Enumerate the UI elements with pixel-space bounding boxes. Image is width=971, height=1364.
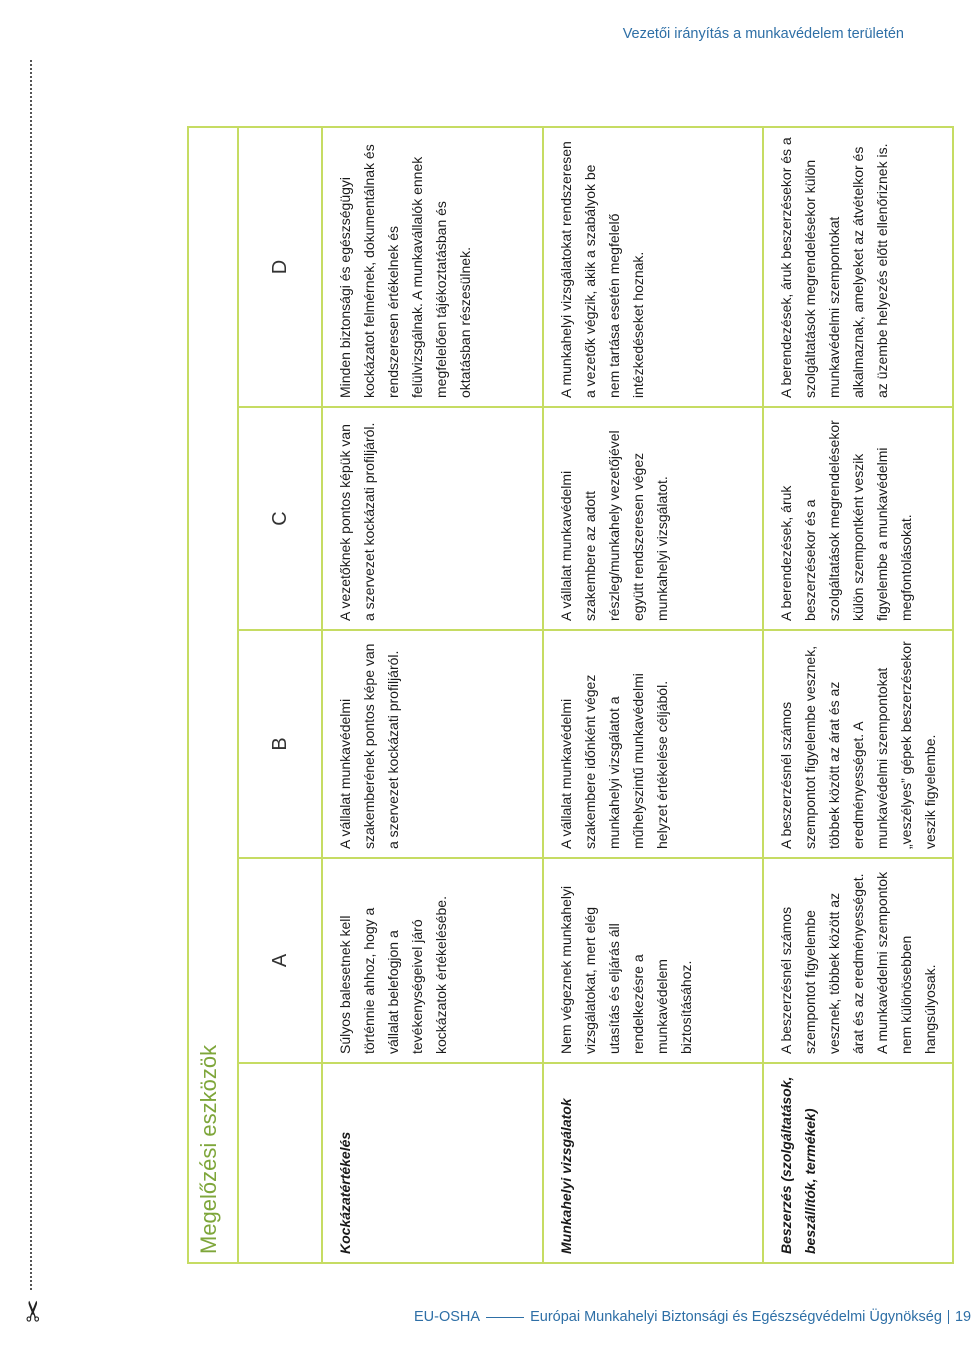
row-label-procurement: Beszerzés (szolgáltatások, beszállítók, termékek): [763, 1063, 953, 1263]
table-cell: Minden biztonsági és egészségügyi kockázatot felmérnek, dokumentálnak és rendszeresen értékelnek és felülvizsgálnak. A munkavállalók ennek megfelelően tájékoztatásban és oktatásban részesülnek.: [322, 127, 543, 407]
table-cell: A vállalat munkavédelmi szakemberének pontos képe van a szervezet kockázati profiljáról.: [322, 630, 543, 858]
footer-dash: [486, 1317, 524, 1318]
page-number: 19: [954, 1309, 971, 1325]
table-cell: A vállalat munkavédelmi szakembere az adott részleg/munkahely vezetőjével együtt rendszeresen végez munkahelyi vizsgálatot.: [543, 407, 763, 630]
page-header-title: Vezetői irányítás a munkavédelem területén: [622, 26, 904, 42]
footer-separator: [948, 1310, 949, 1324]
table-cell: Nem végeznek munkahelyi vizsgálatokat, mert elég utasítás és eljárás áll rendelkezésre a munkavédelem biztosításához.: [543, 858, 763, 1063]
table-title: Megelőzési eszközök: [188, 127, 238, 1263]
table-cell: A vállalat munkavédelmi szakembere időnként végez munkahelyi vizsgálatot a műhelyszintű munkavédelmi helyzet értékelése céljából.: [543, 630, 763, 858]
table-cell: A beszerzésnél számos szempontot figyelembe vesznek, többek között az árat és az eredményességet. A munkavédelmi szempontokat „veszélyes” gépek beszerzésekor veszik figyelembe.: [763, 630, 953, 858]
row-label-risk-assessment: Kockázatértékelés: [322, 1063, 543, 1263]
prevention-tools-table: [187, 126, 954, 1264]
footer-agency-full: Európai Munkahelyi Biztonsági és Egészségvédelmi Ügynökség: [530, 1309, 942, 1325]
column-header-a: A: [238, 858, 322, 1063]
column-header-row: [238, 127, 322, 1263]
table-cell: A berendezések, áruk beszerzésekor és a szolgáltatások megrendelésekor külön szempontként veszik figyelembe a munkavédelmi megfontolásokat.: [763, 407, 953, 630]
footer-agency-short: EU-OSHA: [414, 1309, 481, 1325]
column-header-c: C: [238, 407, 322, 630]
rotated-table-wrapper: [187, 128, 938, 1264]
cut-line: [30, 60, 32, 1290]
table-cell: A beszerzésnél számos szempontot figyelembe vesznek, többek között az árat és az eredményességet. A munkavédelmi szempontok nem különösebben hangsúlyosak.: [763, 858, 953, 1063]
column-header-d: D: [238, 127, 322, 407]
row-label-workplace-inspections: Munkahelyi vizsgálatok: [543, 1063, 763, 1263]
table-cell: A berendezések, áruk beszerzésekor és a szolgáltatások megrendelésekor külön munkavédelmi szempontokat alkalmaznak, amelyeket az átvételkor és az üzembe helyezés előtt ellenőriznek is.: [763, 127, 953, 407]
table-row: [543, 127, 763, 1263]
table-cell: A munkahelyi vizsgálatokat rendszeresen a vezetők végzik, akik a szabályok be nem tartása esetén megfelelő intézkedéseket hoznak.: [543, 127, 763, 407]
scissors-icon: ✂: [17, 1299, 50, 1323]
column-header-empty: [238, 1063, 322, 1263]
table-cell: A vezetőknek pontos képük van a szervezet kockázati profiljáról.: [322, 407, 543, 630]
table-row: [322, 127, 543, 1263]
table-cell: Súlyos balesetnek kell történnie ahhoz, hogy a vállalat belefogjon a tevékenységeivel járó kockázatok értékelésébe.: [322, 858, 543, 1063]
page-footer: [414, 1309, 971, 1325]
table-row: [763, 127, 953, 1263]
column-header-b: B: [238, 630, 322, 858]
